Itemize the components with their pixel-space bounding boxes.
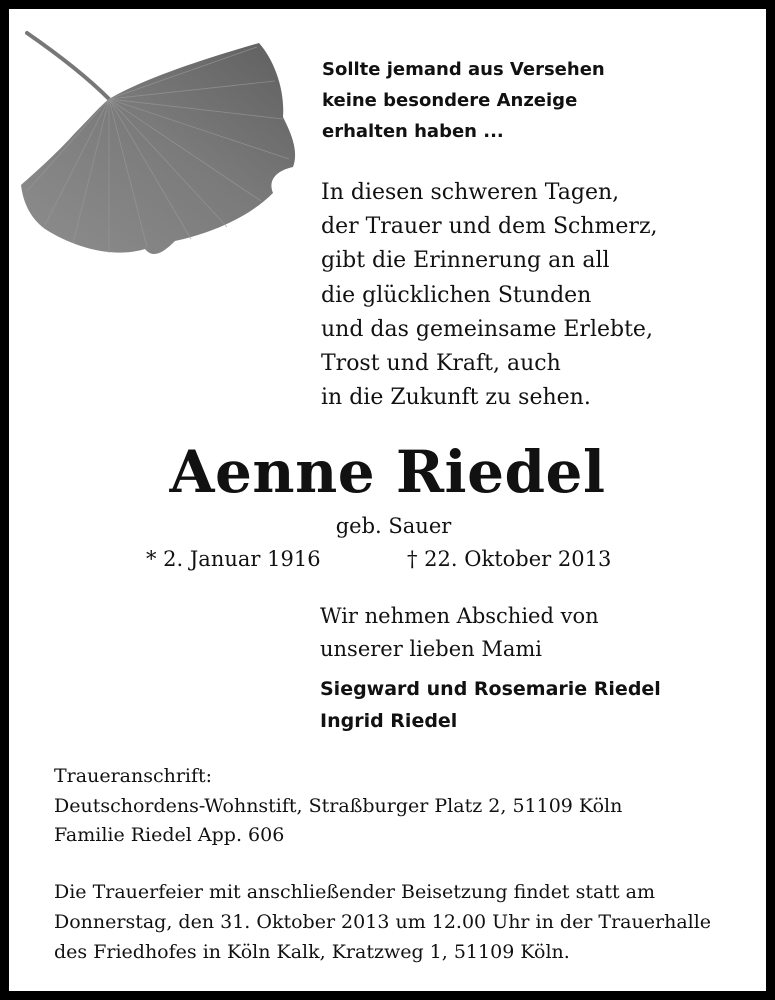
poem-line: der Trauer und dem Schmerz, [321, 214, 658, 240]
poem-line: die glücklichen Stunden [321, 282, 592, 308]
intro-line: keine besondere Anzeige [322, 90, 578, 111]
ceremony-line: des Friedhofes in Köln Kalk, Kratzweg 1, 51109 Köln. [54, 941, 570, 963]
poem [321, 176, 751, 415]
mourners [320, 673, 770, 737]
ceremony-info [54, 877, 734, 967]
ginkgo-leaf-icon [13, 21, 313, 271]
intro-line: erhalten haben ... [322, 121, 504, 142]
death-date: † 22. Oktober 2013 [407, 547, 612, 571]
maiden-name: geb. Sauer [335, 514, 452, 538]
poem-line: gibt die Erinnerung an all [321, 248, 610, 274]
birth-date: * 2. Januar 1916 [146, 547, 321, 571]
intro-text [322, 54, 742, 147]
address-line: Traueranschrift: [54, 765, 213, 787]
address-line: Familie Riedel App. 606 [54, 824, 285, 846]
farewell-text [320, 600, 760, 666]
poem-line: und das gemeinsame Erlebte, [321, 316, 653, 342]
poem-line: Trost und Kraft, auch [321, 351, 561, 377]
mourner-line: Ingrid Riedel [320, 710, 458, 732]
intro-line: Sollte jemand aus Versehen [322, 59, 605, 80]
farewell-line: Wir nehmen Abschied von [320, 604, 599, 628]
address-line: Deutschordens-Wohnstift, Straßburger Platz 2, 51109 Köln [54, 794, 623, 817]
mourner-line: Siegward und Rosemarie Riedel [320, 678, 661, 700]
ceremony-line: Donnerstag, den 31. Oktober 2013 um 12.00 Uhr in der Trauerhalle [54, 911, 712, 933]
ceremony-line: Die Trauerfeier mit anschließender Beisetzung findet statt am [54, 881, 655, 903]
deceased-name: Aenne Riedel [169, 438, 606, 506]
farewell-line: unserer lieben Mami [320, 637, 543, 661]
mourning-address [54, 762, 744, 851]
poem-line: In diesen schweren Tagen, [321, 180, 620, 205]
poem-line: in die Zukunft zu sehen. [321, 385, 591, 411]
